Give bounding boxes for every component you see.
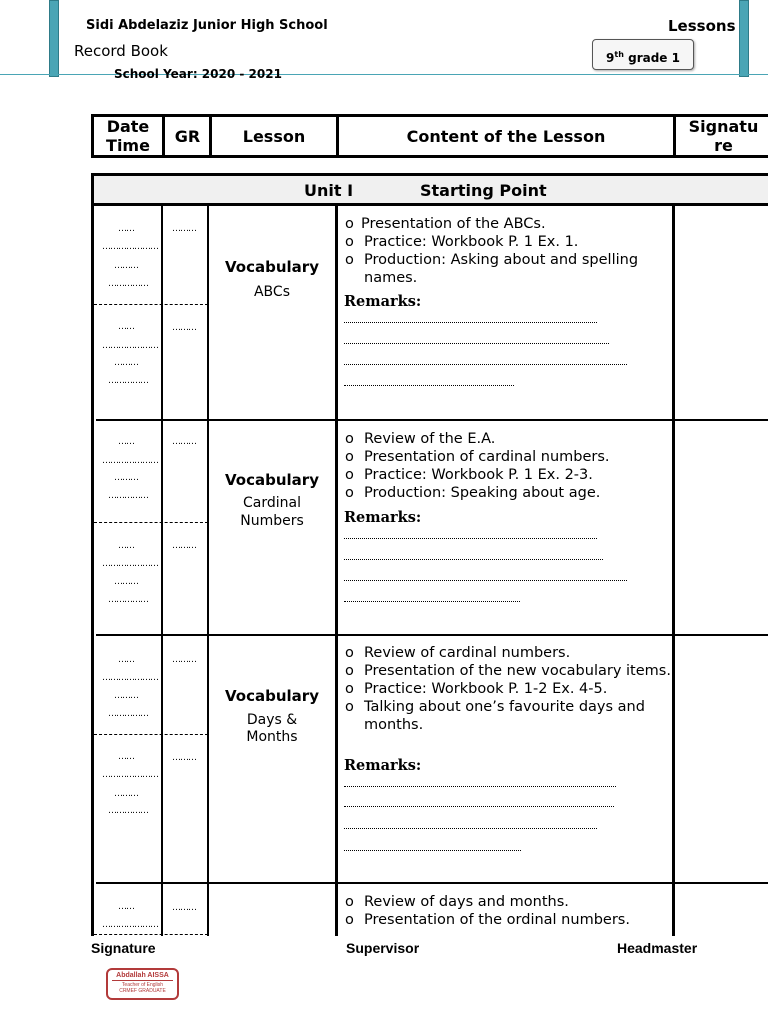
lesson-topic-2: Months [246, 729, 298, 745]
time-placeholder: …………… [108, 491, 148, 501]
time-placeholder: ……… [114, 358, 138, 368]
row-separator [96, 882, 768, 884]
lessons-label: Lessons [668, 17, 736, 35]
list-item: o Review of the E.A. [344, 430, 674, 448]
gr-placeholder: ……… [172, 655, 196, 665]
date-placeholder: ………………… [102, 341, 158, 351]
time-placeholder: …………… [108, 595, 148, 605]
date-placeholder: …… [118, 322, 134, 332]
col-signature-label-1: Signatu [688, 117, 759, 136]
content-signature-divider [672, 206, 675, 936]
time-placeholder: ……… [114, 261, 138, 271]
gr-lesson-divider [207, 206, 209, 936]
grade-number: 9 [606, 51, 615, 65]
lesson-topic: Cardinal [243, 495, 301, 511]
list-item: o Production: Asking about and spelling names. [344, 251, 674, 287]
session-divider [94, 304, 208, 305]
left-accent-bar [49, 0, 59, 77]
table-left-border [91, 206, 94, 936]
list-item: o Production: Speaking about age. [344, 484, 674, 502]
lesson-topic: Days & [246, 712, 298, 728]
session-divider [94, 734, 208, 735]
gr-placeholder: ……… [172, 541, 196, 551]
col-signature-label-2: re [714, 136, 733, 155]
grade-class: grade 1 [623, 51, 680, 65]
date-placeholder: …… [118, 437, 134, 447]
date-placeholder: ………………… [102, 770, 158, 780]
school-year: School Year: 2020 - 2021 [114, 67, 282, 81]
remarks-line [344, 580, 627, 581]
row-separator [96, 634, 768, 636]
time-placeholder: …………… [108, 806, 148, 816]
lesson-category: Vocabulary [225, 471, 319, 489]
time-placeholder: ……… [114, 473, 138, 483]
date-placeholder: ………………… [102, 242, 158, 252]
stamp-qualification: CRMEF GRADUATE [119, 988, 166, 994]
supervisor-label: Supervisor [346, 940, 420, 956]
date-placeholder: …… [118, 541, 134, 551]
time-placeholder: ……… [114, 789, 138, 799]
remarks-line [344, 601, 520, 602]
row-separator [96, 419, 768, 421]
remarks-line [344, 559, 603, 560]
list-item: o Presentation of the ordinal numbers. [344, 911, 674, 929]
remarks-line [344, 828, 597, 829]
right-accent-bar [739, 0, 749, 77]
date-placeholder: ………………… [102, 559, 158, 569]
list-item: o Review of cardinal numbers. [344, 644, 674, 662]
unit-number: Unit I [304, 181, 354, 200]
remarks-line [344, 538, 597, 539]
lesson-content-list [344, 644, 674, 734]
date-placeholder: ………………… [102, 673, 158, 683]
date-placeholder: ………………… [102, 920, 158, 930]
col-date-time [94, 117, 162, 155]
gr-placeholder: ……… [172, 224, 196, 234]
lesson-category: Vocabulary [225, 687, 319, 705]
unit-header [91, 173, 768, 206]
list-item: o Presentation of cardinal numbers. [344, 448, 674, 466]
time-placeholder: ……… [114, 691, 138, 701]
remarks-label: Remarks: [344, 509, 422, 526]
gr-placeholder: ……… [172, 903, 196, 913]
school-name: Sidi Abdelaziz Junior High School [86, 18, 328, 33]
gr-placeholder: ……… [172, 323, 196, 333]
date-placeholder: …… [118, 752, 134, 762]
remarks-line [344, 786, 616, 787]
remarks-line [344, 364, 627, 365]
teacher-stamp [106, 968, 179, 1000]
col-signature [676, 117, 768, 155]
list-item: o Review of days and months. [344, 893, 674, 911]
remarks-label: Remarks: [344, 757, 422, 774]
remarks-line [344, 322, 597, 323]
date-placeholder: ………………… [102, 456, 158, 466]
date-placeholder: …… [118, 655, 134, 665]
list-item: o Presentation of the ABCs. [344, 215, 674, 233]
remarks-line [344, 850, 521, 851]
date-gr-divider [161, 206, 163, 936]
time-placeholder: …………… [108, 709, 148, 719]
grade-suffix: th [614, 50, 624, 59]
col-lesson: Lesson [242, 126, 306, 146]
time-placeholder: …………… [108, 279, 148, 289]
lesson-topic: ABCs [253, 284, 290, 300]
unit-title: Starting Point [420, 181, 547, 200]
lesson-content-list [344, 893, 674, 929]
signature-label: Signature [91, 940, 156, 956]
record-book-title: Record Book [74, 42, 168, 60]
date-placeholder: …… [118, 902, 134, 912]
session-divider [94, 934, 208, 935]
lesson-content-divider [335, 206, 338, 936]
time-placeholder: ……… [114, 577, 138, 587]
list-item: o Practice: Workbook P. 1-2 Ex. 4-5. [344, 680, 674, 698]
table-header [91, 114, 768, 158]
lesson-content-list [344, 430, 674, 502]
gr-placeholder: ……… [172, 753, 196, 763]
lesson-category: Vocabulary [225, 258, 319, 276]
list-item: o Practice: Workbook P. 1 Ex. 1. [344, 233, 674, 251]
col-content: Content of the Lesson [406, 126, 606, 146]
remarks-label: Remarks: [344, 293, 422, 310]
remarks-line [344, 385, 514, 386]
headmaster-label: Headmaster [617, 940, 698, 956]
lesson-topic-2: Numbers [240, 513, 304, 529]
stamp-name: Abdallah AISSA [112, 972, 173, 981]
grade-badge [592, 39, 694, 70]
col-gr: GR [174, 127, 201, 146]
col-date-label: Date [106, 117, 150, 136]
date-placeholder: …… [118, 224, 134, 234]
list-item: o Talking about one’s favourite days and months. [344, 698, 674, 734]
gr-placeholder: ……… [172, 437, 196, 447]
remarks-line [344, 343, 609, 344]
list-item: o Presentation of the new vocabulary items. [344, 662, 674, 680]
remarks-line [344, 806, 614, 807]
stamp-role: Teacher of English [121, 982, 164, 988]
list-item: o Practice: Workbook P. 1 Ex. 2-3. [344, 466, 674, 484]
col-time-label: Time [106, 136, 150, 155]
lesson-content-list [344, 215, 674, 287]
session-divider [94, 522, 208, 523]
time-placeholder: …………… [108, 376, 148, 386]
